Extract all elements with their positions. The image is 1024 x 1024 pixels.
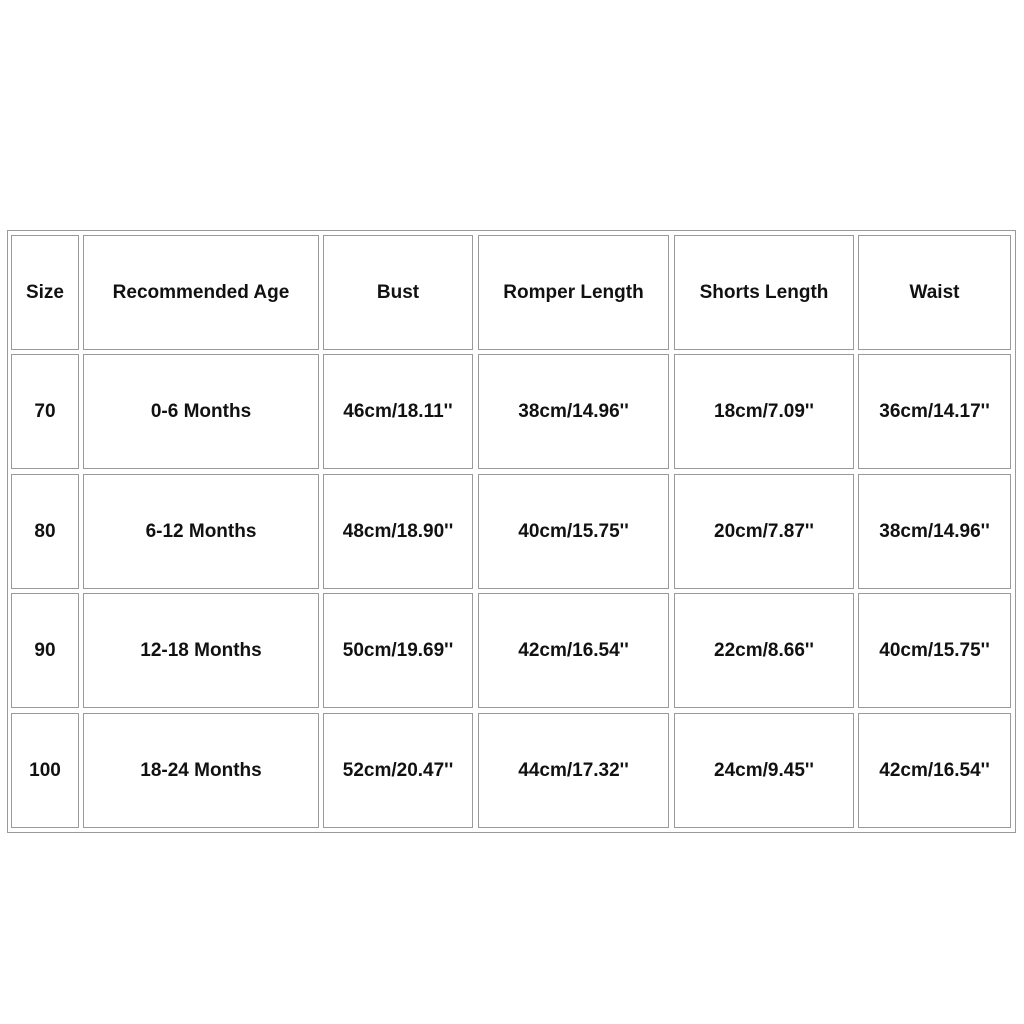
row-1-romper-length: 38cm/14.96'' — [478, 354, 669, 469]
row-1-waist: 36cm/14.17'' — [858, 354, 1011, 469]
row-2-size: 80 — [11, 474, 79, 589]
row-3-bust: 50cm/19.69'' — [323, 593, 473, 708]
header-size: Size — [11, 235, 79, 350]
row-3-romper-length: 42cm/16.54'' — [478, 593, 669, 708]
row-4-size: 100 — [11, 713, 79, 828]
row-1-shorts-length: 18cm/7.09'' — [674, 354, 854, 469]
header-shorts-length: Shorts Length — [674, 235, 854, 350]
header-romper-length: Romper Length — [478, 235, 669, 350]
row-4-shorts-length: 24cm/9.45'' — [674, 713, 854, 828]
row-3-age: 12-18 Months — [83, 593, 319, 708]
row-3-shorts-length: 22cm/8.66'' — [674, 593, 854, 708]
row-1-size: 70 — [11, 354, 79, 469]
row-2-waist: 38cm/14.96'' — [858, 474, 1011, 589]
row-4-waist: 42cm/16.54'' — [858, 713, 1011, 828]
row-1-age: 0-6 Months — [83, 354, 319, 469]
header-waist: Waist — [858, 235, 1011, 350]
row-2-bust: 48cm/18.90'' — [323, 474, 473, 589]
size-chart-table — [7, 230, 1016, 833]
row-2-shorts-length: 20cm/7.87'' — [674, 474, 854, 589]
row-4-age: 18-24 Months — [83, 713, 319, 828]
row-3-size: 90 — [11, 593, 79, 708]
row-2-romper-length: 40cm/15.75'' — [478, 474, 669, 589]
row-3-waist: 40cm/15.75'' — [858, 593, 1011, 708]
header-recommended-age: Recommended Age — [83, 235, 319, 350]
row-4-romper-length: 44cm/17.32'' — [478, 713, 669, 828]
row-4-bust: 52cm/20.47'' — [323, 713, 473, 828]
header-bust: Bust — [323, 235, 473, 350]
row-1-bust: 46cm/18.11'' — [323, 354, 473, 469]
row-2-age: 6-12 Months — [83, 474, 319, 589]
